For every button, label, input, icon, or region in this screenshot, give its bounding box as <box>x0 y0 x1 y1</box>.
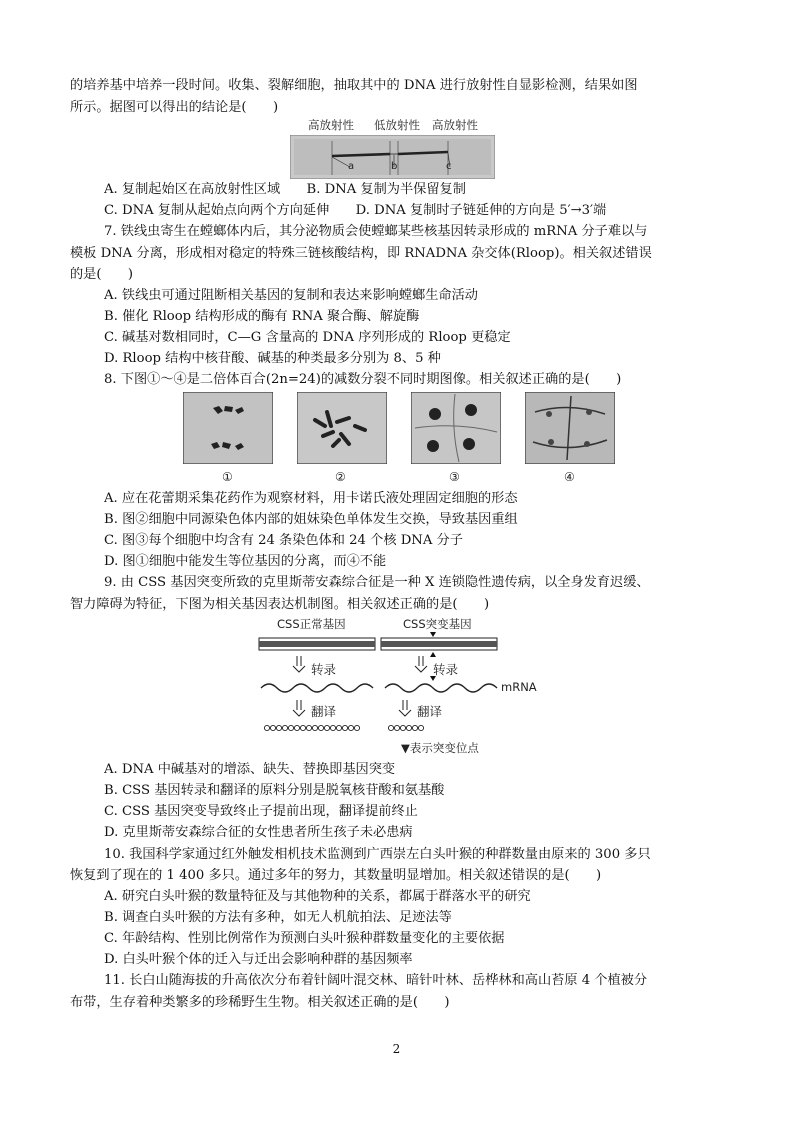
q7-option-c: C. 碱基对数相同时，C—G 含量高的 DNA 序列形成的 Rloop 更稳定 <box>104 330 511 345</box>
q7-text-line1: 7. 铁线虫寄生在螳螂体内后，其分泌物质会使螳螂某些核基因转录形成的 mRNA 分子难以与 <box>104 224 648 239</box>
q10-option-c: C. 年龄结构、性别比例常作为预测白头叶猴种群数量变化的主要依据 <box>104 931 505 946</box>
transcription-label-left: 转录 <box>311 662 337 677</box>
q9-option-d: D. 克里斯蒂安森综合征的女性患者所生孩子未必患病 <box>104 825 413 840</box>
normal-gene-label: CSS正常基因 <box>277 617 346 631</box>
q11-text-line2: 布带，生存着种类繁多的珍稀野生生物。相关叙述正确的是( ) <box>70 995 450 1010</box>
q6-options-ab: A. 复制起始区在高放射性区域 B. DNA 复制为半保留复制 <box>104 182 466 197</box>
image-caption-3: ③ <box>449 470 460 484</box>
translation-label-left: 翻译 <box>311 704 337 719</box>
label-a: a <box>348 161 355 172</box>
q6-options-cd: C. DNA 复制从起始点向两个方向延伸 D. DNA 复制时子链延伸的方向是 5′→3′端 <box>104 203 607 218</box>
label-high-radioactivity-left: 高放射性 <box>308 118 354 132</box>
mutation-marker-bottom <box>430 652 436 657</box>
q7-option-b: B. 催化 Rloop 结构形成的酶有 RNA 聚合酶、解旋酶 <box>104 309 420 324</box>
image-caption-2: ② <box>335 470 346 484</box>
label-b: b <box>391 161 398 172</box>
image-caption-4: ④ <box>564 470 575 484</box>
q6-text-line2: 所示。据图可以得出的结论是( ) <box>70 100 279 115</box>
q10-option-a: A. 研究白头叶猴的数量特征及与其他物种的关系，都属于群落水平的研究 <box>104 889 531 904</box>
q10-option-d: D. 白头叶猴个体的迁入与迁出会影响种群的基因频率 <box>104 952 413 967</box>
transcription-label-right: 转录 <box>433 662 459 677</box>
label-low-radioactivity: 低放射性 <box>374 118 420 132</box>
mrna-label: mRNA <box>501 680 537 694</box>
q9-option-c: C. CSS 基因突变导致终止子提前出现，翻译提前终止 <box>104 804 418 819</box>
q8-option-a: A. 应在花蕾期采集花药作为观察材料，用卡诺氏液处理固定细胞的形态 <box>104 491 518 506</box>
label-c: c <box>446 161 452 172</box>
q7-option-d: D. Rloop 结构中核苷酸、碱基的种类最多分别为 8、5 种 <box>104 351 441 366</box>
q8-option-b: B. 图②细胞中同源染色体内部的姐妹染色单体发生交换，导致基因重组 <box>104 512 518 527</box>
q10-option-b: B. 调查白头叶猴的方法有多种，如无人机航拍法、足迹法等 <box>104 910 452 925</box>
image-caption-1: ① <box>222 470 233 484</box>
translation-label-right: 翻译 <box>417 704 443 719</box>
q9-option-b: B. CSS 基因转录和翻译的原料分别是脱氧核苷酸和氨基酸 <box>104 783 445 798</box>
q7-option-a: A. 铁线虫可通过阻断相关基因的复制和表达来影响螳螂生命活动 <box>104 288 478 303</box>
autoradiograph-figure <box>290 117 495 179</box>
mutant-gene-label: CSS突变基因 <box>403 617 472 631</box>
meiosis-image-1 <box>183 392 273 464</box>
q7-text-line2: 模板 DNA 分离，形成相对稳定的特殊三链核酸结构，即 RNADNA 杂交体(Rloop)。相关叙述错误 <box>70 246 652 261</box>
page-number: 2 <box>392 1042 401 1056</box>
q9-text-line1: 9. 由 CSS 基因突变所致的克里斯蒂安森综合征是一种 X 连锁隐性遗传病，以全身发育迟缓、 <box>104 575 650 590</box>
q8-option-c: C. 图③每个细胞中均含有 24 条染色体和 24 个核 DNA 分子 <box>104 533 463 548</box>
q10-text-line2: 恢复到了现在的 1 400 多只。通过多年的努力，其数量明显增加。相关叙述错误的是( ) <box>70 868 602 883</box>
q9-text-line2: 智力障碍为特征，下图为相关基因表达机制图。相关叙述正确的是( ) <box>70 597 490 612</box>
q10-text-line1: 10. 我国科学家通过红外触发相机技术监测到广西崇左白头叶猴的种群数量由原来的 300 多只 <box>104 847 651 862</box>
autoradiograph-image <box>290 135 495 179</box>
q9-option-a: A. DNA 中碱基对的增添、缺失、替换即基因突变 <box>104 762 396 777</box>
mutation-marker-top <box>430 632 436 637</box>
q8-option-d: D. 图①细胞中能发生等位基因的分离，而④不能 <box>104 554 387 569</box>
q7-text-line3: 的是( ) <box>70 267 134 282</box>
q8-text-line1: 8. 下图①～④是二倍体百合(2n=24)的减数分裂不同时期图像。相关叙述正确的是( ) <box>104 372 622 387</box>
meiosis-image-2 <box>297 392 387 464</box>
label-high-radioactivity-right: 高放射性 <box>432 118 478 132</box>
q11-text-line1: 11. 长白山随海拔的升高依次分布着针阔叶混交林、暗针叶林、岳桦林和高山苔原 4 个植被分 <box>104 973 648 988</box>
meiosis-image-4 <box>525 392 615 464</box>
mutation-legend: ▼表示突变位点 <box>401 741 479 755</box>
gene-expression-diagram <box>255 616 545 756</box>
q6-text-line1: 的培养基中培养一段时间。收集、裂解细胞，抽取其中的 DNA 进行放射性自显影检测，结果如图 <box>70 78 638 93</box>
meiosis-image-3 <box>411 392 501 464</box>
